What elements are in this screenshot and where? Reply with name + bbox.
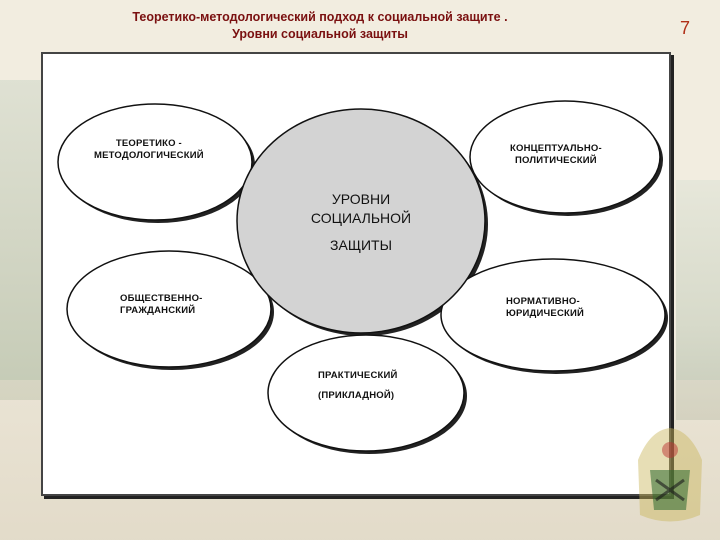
label-conceptual-line1: КОНЦЕПТУАЛЬНО-	[510, 143, 602, 154]
slide-title-line2: Уровни социальной защиты	[232, 27, 408, 41]
label-practical	[318, 370, 398, 403]
center-label-line2: СОЦИАЛЬНОЙ	[310, 209, 412, 226]
label-social-line1: ОБЩЕСТВЕННО-	[120, 293, 203, 304]
label-theoretical	[94, 138, 204, 163]
emblem-icon	[630, 420, 710, 530]
slide-title-line1: Теоретико-методологический подход к социальной защите .	[132, 10, 508, 24]
label-conceptual-line2: ПОЛИТИЧЕСКИЙ	[515, 155, 597, 167]
label-social-line2: ГРАЖДАНСКИЙ	[120, 305, 196, 317]
label-conceptual	[510, 143, 602, 168]
center-label-line1: УРОВНИ	[331, 191, 391, 207]
label-theoretical-line2: МЕТОДОЛОГИЧЕСКИЙ	[94, 150, 204, 162]
center-label	[296, 190, 426, 255]
page-number: 7	[680, 18, 691, 38]
label-practical-line2: (ПРИКЛАДНОЙ)	[318, 390, 395, 402]
label-social	[120, 293, 203, 318]
label-normative-line1: НОРМАТИВНО-	[506, 296, 580, 307]
center-label-line3: ЗАЩИТЫ	[330, 236, 392, 253]
label-theoretical-line1: ТЕОРЕТИКО -	[115, 138, 182, 149]
label-normative	[506, 296, 584, 321]
label-normative-line2: ЮРИДИЧЕСКИЙ	[506, 308, 585, 320]
label-practical-line1: ПРАКТИЧЕСКИЙ	[318, 370, 398, 381]
